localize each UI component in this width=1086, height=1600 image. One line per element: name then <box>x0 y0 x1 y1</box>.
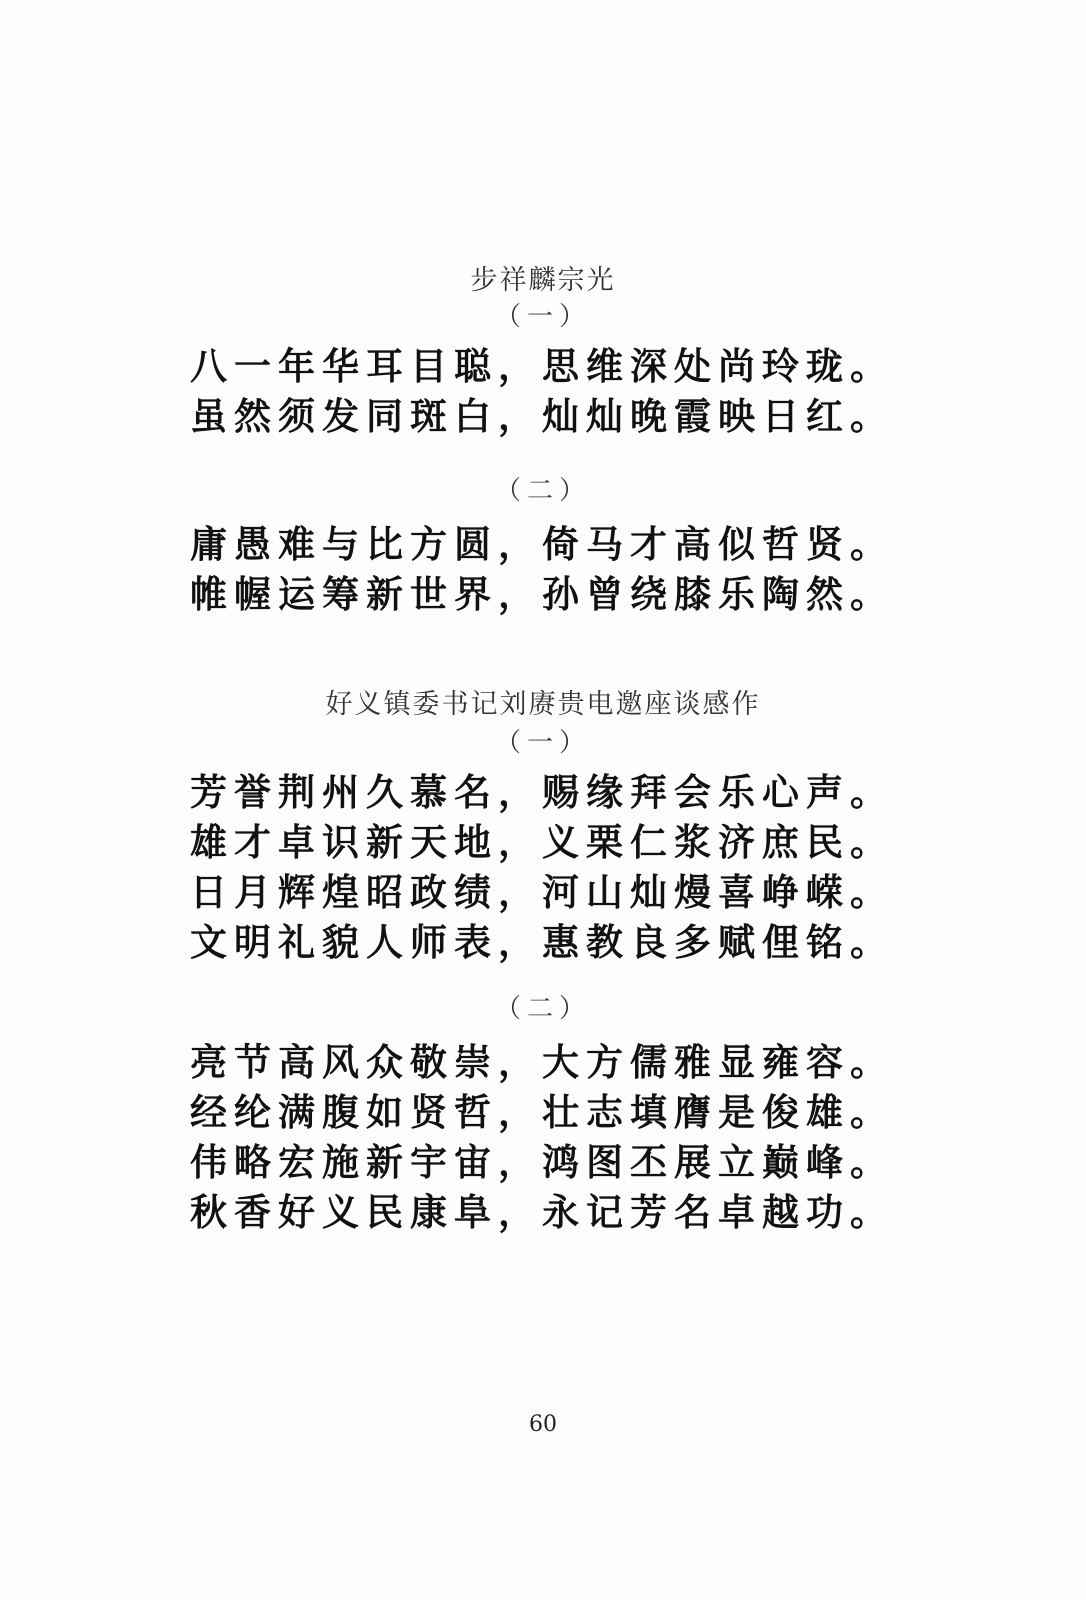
poem-line: 虽然须发同斑白，灿灿晚霞映日红。 <box>190 394 894 438</box>
section-label: （一） <box>494 302 591 332</box>
poem-line: 文明礼貌人师表，惠教良多赋俚铭。 <box>190 920 894 964</box>
poem-line: 帷幄运筹新世界，孙曾绕膝乐陶然。 <box>190 572 894 616</box>
section-label: （一） <box>494 728 591 758</box>
poem-line: 八一年华耳目聪，思维深处尚玲珑。 <box>190 344 894 388</box>
page-number: 60 <box>529 1412 557 1437</box>
poem-line: 芳誉荆州久慕名，赐缘拜会乐心声。 <box>190 770 894 814</box>
poem-line: 日月辉煌昭政绩，河山灿熳喜峥嵘。 <box>190 870 894 914</box>
poem-line: 伟略宏施新宇宙，鸿图丕展立巅峰。 <box>190 1140 894 1184</box>
poem-line: 经纶满腹如贤哲，壮志填膺是俊雄。 <box>190 1090 894 1134</box>
poem-line: 亮节高风众敬崇，大方儒雅显雍容。 <box>190 1040 894 1084</box>
poem-line: 秋香好义民康阜，永记芳名卓越功。 <box>190 1190 894 1234</box>
poem-line: 雄才卓识新天地，义栗仁浆济庶民。 <box>190 820 894 864</box>
section-label: （二） <box>494 476 591 506</box>
poem-title: 步祥麟宗光 <box>470 265 616 296</box>
poem-line: 庸愚难与比方圆，倚马才高似哲贤。 <box>190 522 894 566</box>
section-label: （二） <box>494 994 591 1024</box>
poem-title: 好义镇委书记刘赓贵电邀座谈感作 <box>325 689 761 720</box>
